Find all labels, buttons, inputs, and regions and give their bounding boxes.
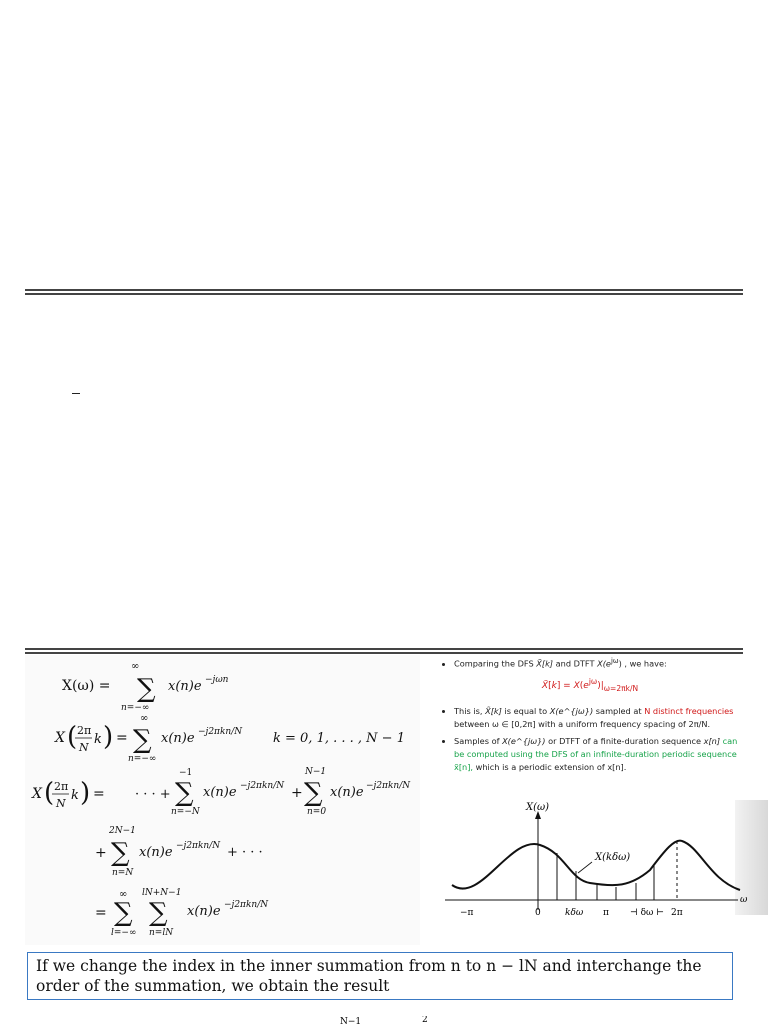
tick-dw: ⊣ δω ⊢ [630,908,664,918]
eq2-sigma: ∑ [133,725,152,755]
eq2-k: k [94,732,102,747]
eq3-frac-num: 2π [54,780,69,793]
eq3-exp2: −j2πkn/N [366,781,411,791]
double-rule-top [25,289,743,297]
equation-panel [25,655,420,945]
eq4-sigma: ∑ [111,838,130,868]
eq5-sigma2: ∑ [149,898,168,928]
dtft-sampling-graph [440,795,750,945]
eq4-sum-bottom: n=N [112,868,134,878]
eq1-sum-top: ∞ [131,661,140,672]
eq2-lhs: X [55,730,65,746]
eq3-frac-den: N [56,797,66,810]
eq4-term: x(n)e [139,845,173,860]
eq2-lparen: ( [67,722,78,752]
eq3-dots: · · · + [135,787,171,802]
eq3-sum1-top: −1 [179,768,193,778]
eq2-eq: = [116,730,128,746]
eq3-term2: x(n)e [330,785,364,800]
equations-svg [25,655,420,945]
tick-kdw: kδω [565,908,584,918]
eq3-sigma1: ∑ [175,778,194,808]
x-axis-label: ω [740,895,748,905]
svg-text:2: 2 [422,1016,428,1024]
eq3-sum2-top: N−1 [305,767,327,777]
eq4-tail: + · · · [227,845,263,860]
eq2-exp: −j2πkn/N [198,727,243,737]
cutoff-fragment [330,1016,450,1024]
y-axis-label: X(ω) [526,802,550,813]
tick-zero: 0 [535,908,541,918]
eq4-exp: −j2πkn/N [176,841,221,851]
eq5-sum2-bottom: n=lN [149,928,174,938]
stray-dash [72,393,80,394]
eq3-sum1-bottom: n=−N [171,807,200,817]
note-comparing: • Comparing the DFS X̃[k] and DTFT $X(e^{j\omega})$ , we have: [454,655,740,671]
eq2-sum-top: ∞ [140,713,149,724]
eq2-frac-den: N [79,741,89,754]
tick-minus-pi: −π [460,908,474,918]
eq2-frac-num: 2π [77,724,92,737]
notes-panel [440,655,740,778]
eq3-eq: = [93,786,105,802]
eq5-sum2-top: lN+N−1 [142,888,182,898]
eq5-sum1-bottom: l=−∞ [111,928,137,938]
eq2-rparen: ) [103,722,114,752]
eq3-rparen: ) [80,778,91,808]
eq2-sum-bottom: n=−∞ [128,754,157,764]
eq4-plus: + [95,845,107,861]
eq2-range: k = 0, 1, . . . , N − 1 [273,731,405,746]
note-sampled: • This is, X̃[k] is equal to X(e^{jω}) sampled at N distinct frequencies between ω ∈ [0,2π] with a uniform frequency spacing of 2π/N. [454,705,740,731]
eq5-exp: −j2πkn/N [224,900,269,910]
eq3-k: k [71,788,79,803]
note-samples: • Samples of X(e^{jω}) or DTFT of a finite-duration sequence x[n] can be computed using the DFS of an infinite-duration periodic sequence x̃[n], which is a periodic extension of x[n]. [454,735,740,774]
svg-text:N−1: N−1 [340,1017,362,1024]
eq3-lparen: ( [44,778,55,808]
eq5-term: x(n)e [187,904,221,919]
eq5-sigma1: ∑ [114,898,133,928]
eq1-lhs: X(ω) = [62,678,111,694]
sample-label: X(kδω) [595,852,631,863]
eq5-sum1-top: ∞ [119,889,128,900]
eq3-sum2-bottom: n=0 [307,807,327,817]
spectrum-curve [452,841,740,890]
eq3-exp1: −j2πkn/N [240,781,285,791]
index-change-note: If we change the index in the inner summation from n to n − lN and interchange the order of the summation, we obtain the result [27,952,733,1000]
tick-two-pi: 2π [671,908,683,918]
eq1-exp: −jωn [205,675,229,685]
eq4-sum-top: 2N−1 [109,826,136,836]
dfs-dtft-relation: X̃[k] = $X(e^{j\omega})|_{\omega=2\pi k/N}$ [541,676,639,693]
eq1-term: x(n)e [168,679,202,694]
eq1-sum-bottom: n=−∞ [121,703,150,713]
sample-pointer [578,862,592,873]
eq3-term1: x(n)e [203,785,237,800]
eq3-lhs: X [32,786,42,802]
eq5-eq: = [95,905,107,921]
eq3-sigma2: ∑ [304,778,323,808]
eq2-term: x(n)e [161,731,195,746]
eq3-plus: + [291,785,303,801]
eq1-sigma: ∑ [137,674,156,704]
tick-pi: π [603,908,609,918]
